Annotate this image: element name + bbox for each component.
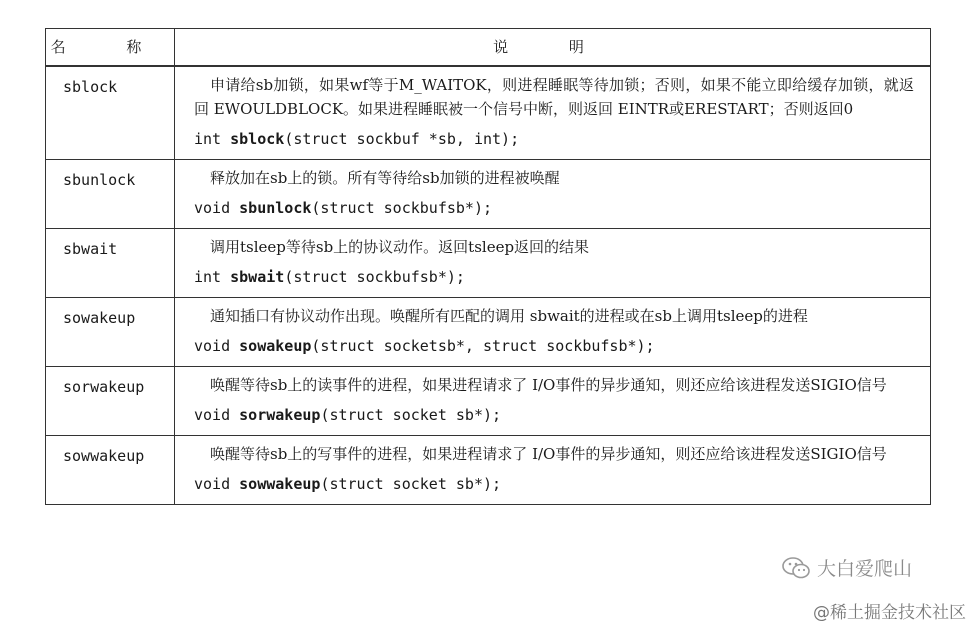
function-name: sowwakeup xyxy=(46,436,175,505)
function-description xyxy=(175,66,931,160)
description-text: 唤醒等待sb上的读事件的进程，如果进程请求了 I/O事件的异步通知，则还应给该进程发送SIGIO信号 xyxy=(210,376,887,394)
description-text: 通知插口有协议动作出现。唤醒所有匹配的调用 sbwait的进程或在sb上调用tsleep的进程 xyxy=(210,307,808,325)
function-table xyxy=(45,28,931,505)
function-name: sbwait xyxy=(46,229,175,298)
header-name: 名 称 xyxy=(46,29,175,67)
function-signature: void sowakeup(struct socketsb*, struct sockbufsb*); xyxy=(194,337,655,355)
function-description xyxy=(175,436,931,505)
description-text: 调用tsleep等待sb上的协议动作。返回tsleep返回的结果 xyxy=(210,238,590,256)
table-header-row xyxy=(46,29,931,67)
wechat-watermark xyxy=(781,554,912,581)
function-signature: int sblock(struct sockbuf *sb, int); xyxy=(194,130,520,148)
table-row xyxy=(46,229,931,298)
function-signature: int sbwait(struct sockbufsb*); xyxy=(194,268,465,286)
function-name: sblock xyxy=(46,66,175,160)
function-name: sorwakeup xyxy=(46,367,175,436)
table-row xyxy=(46,160,931,229)
header-description: 说 明 xyxy=(175,29,931,67)
function-description xyxy=(175,367,931,436)
table-row xyxy=(46,298,931,367)
table-row xyxy=(46,66,931,160)
table-row xyxy=(46,367,931,436)
description-text: 申请给sb加锁，如果wf等于M_WAITOK，则进程睡眠等待加锁；否则，如果不能立即给缓存加锁，就返回 EWOULDBLOCK。如果进程睡眠被一个信号中断，则返回 EINTR或ERESTART；否则返回0 xyxy=(194,76,914,118)
description-text: 唤醒等待sb上的写事件的进程，如果进程请求了 I/O事件的异步通知，则还应给该进程发送SIGIO信号 xyxy=(210,445,887,463)
function-description xyxy=(175,160,931,229)
function-signature: void sowwakeup(struct socket sb*); xyxy=(194,475,502,493)
function-signature: void sorwakeup(struct socket sb*); xyxy=(194,406,502,424)
function-name: sbunlock xyxy=(46,160,175,229)
function-signature: void sbunlock(struct sockbufsb*); xyxy=(194,199,493,217)
function-description xyxy=(175,298,931,367)
description-text: 释放加在sb上的锁。所有等待给sb加锁的进程被唤醒 xyxy=(210,169,560,187)
table-row xyxy=(46,436,931,505)
footer-watermark: @稀土掘金技术社区 xyxy=(813,603,966,623)
wechat-icon xyxy=(781,556,811,580)
function-description xyxy=(175,229,931,298)
watermark-text: 大白爱爬山 xyxy=(816,558,912,580)
function-name: sowakeup xyxy=(46,298,175,367)
